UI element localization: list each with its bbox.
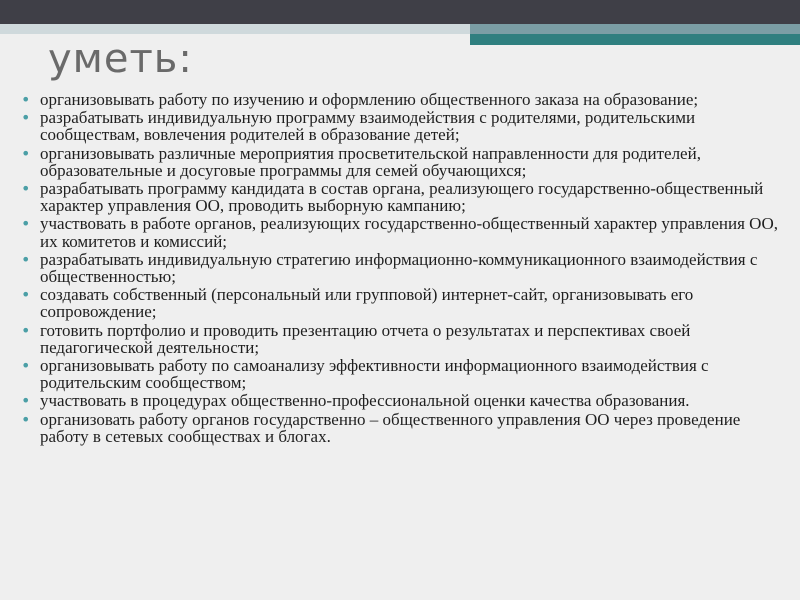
bullet-dot-icon: • bbox=[21, 391, 31, 411]
bullet-dot-icon: • bbox=[21, 285, 31, 305]
bullet-dot-icon: • bbox=[21, 143, 31, 163]
bullet-item-governance-work bbox=[20, 215, 780, 249]
bullet-dot-icon: • bbox=[21, 409, 31, 429]
bullet-item-candidate-program bbox=[20, 180, 780, 214]
bullet-dot-icon: • bbox=[21, 320, 31, 340]
top-dark-band bbox=[0, 0, 800, 24]
bullet-dot-icon: • bbox=[21, 214, 31, 234]
teal-accent-band bbox=[470, 34, 800, 45]
top-light-band bbox=[0, 24, 470, 34]
bullet-item-quality-assessment bbox=[20, 392, 780, 409]
bullet-text: участвовать в работе органов, реализующих государственно-общественный характер управления ОО, их комитетов и комиссий; bbox=[40, 214, 778, 251]
bullet-dot-icon: • bbox=[21, 356, 31, 376]
bullet-text: готовить портфолио и проводить презентацию отчета о результатах и перспективах своей педагогической деятельности; bbox=[40, 320, 691, 357]
bullet-item-communication-strategy bbox=[20, 251, 780, 285]
bullet-item-website bbox=[20, 286, 780, 320]
top-right-accent-band bbox=[470, 24, 800, 34]
bullet-item-organize-order bbox=[20, 91, 780, 108]
bullet-text: разрабатывать индивидуальную программу взаимодействия с родителями, родительскими сообществам, вовлечения родителей в образование детей; bbox=[40, 108, 696, 145]
bullet-text: организовывать работу по самоанализу эффективности информационного взаимодействия с родительским сообществом; bbox=[40, 356, 709, 393]
bullet-text: разрабатывать программу кандидата в состав органа, реализующего государственно-общественный характер управления ОО, проводить выборную кампанию; bbox=[40, 179, 764, 216]
bullet-item-portfolio bbox=[20, 322, 780, 356]
slide-title: уметь: bbox=[48, 36, 193, 82]
bullet-dot-icon: • bbox=[21, 90, 31, 109]
bullet-dot-icon: • bbox=[21, 249, 31, 269]
bullet-item-parent-interaction bbox=[20, 109, 780, 143]
bullet-text: разрабатывать индивидуальную стратегию информационно-коммуникационного взаимодействия с общественностью; bbox=[40, 249, 758, 287]
bullet-dot-icon: • bbox=[21, 108, 31, 128]
bullet-item-network-communities bbox=[20, 411, 780, 445]
bullet-text: организовывать различные мероприятия просветительской направленности для родителей, образовательные и досуговые программы для семей обучающихся; bbox=[40, 143, 701, 180]
bullet-text: организовать работу органов государственно – общественного управления ОО через проведение работу в сетевых сообществах и блогах. bbox=[40, 409, 741, 446]
bullet-list bbox=[20, 91, 780, 446]
bullet-dot-icon: • bbox=[21, 179, 31, 199]
bullet-item-self-analysis bbox=[20, 357, 780, 391]
bullet-text: участвовать в процедурах общественно-профессиональной оценки качества образования. bbox=[40, 391, 690, 411]
bullet-text: организовывать работу по изучению и оформлению общественного заказа на образование; bbox=[40, 90, 699, 109]
bullet-text: создавать собственный (персональный или групповой) интернет-сайт, организовывать его сопровождение; bbox=[40, 285, 694, 322]
bullet-item-events bbox=[20, 145, 780, 179]
